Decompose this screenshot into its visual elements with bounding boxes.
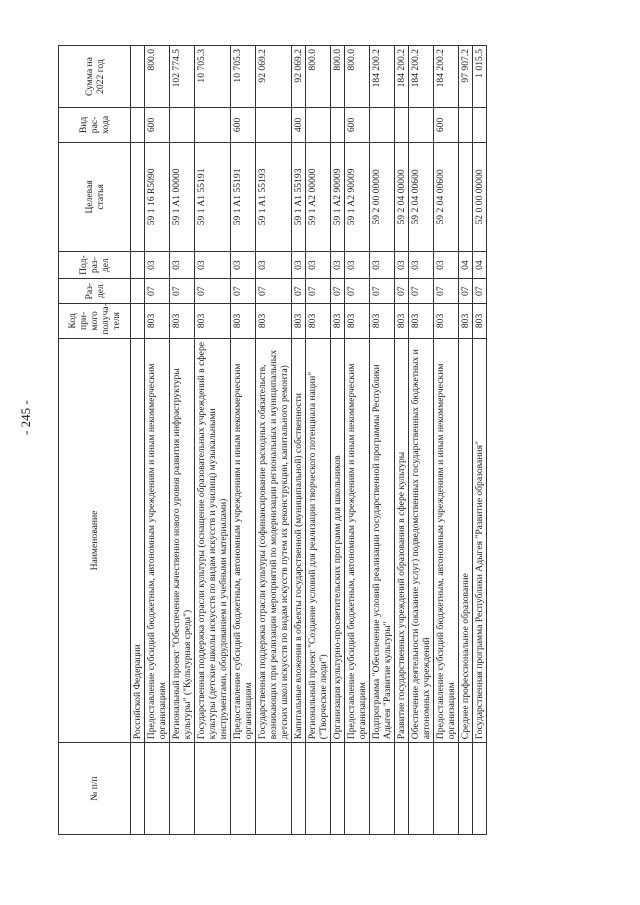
cell-target: 59 2 04 00600: [409, 142, 434, 251]
page-number: - 245 -: [18, 400, 33, 435]
cell-podrazdel: 03: [145, 251, 170, 278]
cell-code: 803: [231, 304, 256, 339]
header-razdel-line: Раз-: [83, 282, 95, 300]
cell-num: [395, 743, 409, 835]
cell-target: 59 1 A1 55193: [256, 142, 292, 251]
table-row: [370, 46, 395, 835]
cell-num: [292, 743, 306, 835]
table-row: [409, 46, 434, 835]
cell-target: 59 1 A2 00000: [306, 142, 331, 251]
cell-sum: 800.0: [345, 46, 370, 108]
table-row: [170, 46, 195, 835]
cell-razdel: 07: [170, 279, 195, 304]
cell-podrazdel: 04: [459, 251, 473, 278]
cell-num: [331, 743, 345, 835]
cell-target: 59 1 A1 00000: [170, 142, 195, 251]
cell-target: 59 2 04 00600: [434, 142, 459, 251]
cell-code: 803: [345, 304, 370, 339]
cell-code: 803: [409, 304, 434, 339]
cell-code: 803: [434, 304, 459, 339]
cell-num: [306, 743, 331, 835]
table-row: [331, 46, 345, 835]
cell-name: Государственная поддержка отрасли культуры (оснащение образовательных учреждений в сфере культуры (детские школы искусств по видам искусств и училищ) музыкальными инструментами, оборудованием и учебными материалами): [195, 338, 231, 742]
header-code-line: мого: [89, 311, 100, 331]
cell-sum: 92 069.2: [256, 46, 292, 108]
header-code: [59, 304, 131, 339]
cell-target: 59 2 00 00000: [370, 142, 395, 251]
cell-vid: 600: [145, 108, 170, 143]
cell-num: [473, 743, 487, 835]
cell-code: 803: [256, 304, 292, 339]
cell-sum: [131, 46, 145, 108]
cell-name: Государственная поддержка отрасли культуры (софинансирование расходных обязательств, возникающих при реализации мероприятий по модернизации региональных и муниципальных детских школ искусств по видам искусств путем их реконструкции, капитального ремонта): [256, 338, 292, 742]
header-code-line: при-: [78, 311, 89, 331]
cell-target: 52 0 00 00000: [473, 142, 487, 251]
cell-num: [231, 743, 256, 835]
cell-podrazdel: 03: [231, 251, 256, 278]
cell-target: [131, 142, 145, 251]
cell-code: 803: [370, 304, 395, 339]
header-code-line: теля: [111, 312, 122, 330]
cell-podrazdel: 03: [306, 251, 331, 278]
cell-podrazdel: 03: [434, 251, 459, 278]
cell-razdel: 07: [409, 279, 434, 304]
cell-name: Среднее профессиональное образование: [459, 338, 473, 742]
header-podrazdel-line: дел: [100, 258, 111, 273]
cell-target: 59 1 16 R5090: [145, 142, 170, 251]
header-target: [59, 142, 131, 251]
cell-sum: 184 200.2: [434, 46, 459, 108]
cell-name: Государственная программа Республики Адыгея "Развитие образования": [473, 338, 487, 742]
budget-table-wrapper: [58, 45, 593, 835]
cell-sum: 184 200.2: [409, 46, 434, 108]
cell-name: Предоставление субсидий бюджетным, автономным учреждениям и иным некоммерческим организациям: [231, 338, 256, 742]
cell-code: 803: [195, 304, 231, 339]
cell-podrazdel: 03: [292, 251, 306, 278]
budget-table: [58, 45, 487, 835]
cell-podrazdel: 03: [395, 251, 409, 278]
cell-num: [459, 743, 473, 835]
cell-name: Подпрограмма "Обеспечение условий реализации государственной программы Республики Адыгея "Развитие культуры": [370, 338, 395, 742]
cell-target: 59 1 A1 55193: [292, 142, 306, 251]
cell-razdel: 07: [306, 279, 331, 304]
cell-name: Организация культурно-просветительских программ для школьников: [331, 338, 345, 742]
cell-vid: 400: [292, 108, 306, 143]
cell-num: [345, 743, 370, 835]
cell-target: 59 2 04 00000: [395, 142, 409, 251]
cell-razdel: 07: [434, 279, 459, 304]
cell-name: Обеспечение деятельности (оказание услуг) подведомственных государственных бюджетных и автономных учреждений: [409, 338, 434, 742]
cell-podrazdel: 03: [409, 251, 434, 278]
cell-razdel: 07: [370, 279, 395, 304]
cell-podrazdel: 04: [473, 251, 487, 278]
header-code-line: Код: [67, 313, 78, 329]
cell-razdel: [131, 279, 145, 304]
cell-sum: 800.0: [306, 46, 331, 108]
table-row: [292, 46, 306, 835]
cell-podrazdel: 03: [331, 251, 345, 278]
cell-razdel: 07: [459, 279, 473, 304]
cell-vid: 600: [231, 108, 256, 143]
cell-name: Региональный проект "Обеспечение качественно нового уровня развития инфраструктуры культуры" ("Культурная среда"): [170, 338, 195, 742]
header-sum-line: 2022 год: [94, 59, 106, 94]
table-row: [306, 46, 331, 835]
cell-target: 59 1 A1 55191: [231, 142, 256, 251]
cell-name: Предоставление субсидий бюджетным, автономным учреждениям и иным некоммерческим организациям: [145, 338, 170, 742]
header-target-line: Целевая: [83, 180, 95, 214]
cell-sum: 800.0: [145, 46, 170, 108]
cell-code: [131, 304, 145, 339]
header-sum: [59, 46, 131, 108]
cell-vid: [395, 108, 409, 143]
table-body: [131, 46, 487, 835]
table-row: [131, 46, 145, 835]
cell-code: 803: [395, 304, 409, 339]
cell-vid: [370, 108, 395, 143]
cell-sum: 184 200.2: [370, 46, 395, 108]
cell-vid: [459, 108, 473, 143]
cell-vid: [473, 108, 487, 143]
cell-razdel: 07: [195, 279, 231, 304]
cell-razdel: 07: [395, 279, 409, 304]
cell-code: 803: [145, 304, 170, 339]
cell-target: 59 1 A2 90009: [345, 142, 370, 251]
cell-podrazdel: 03: [345, 251, 370, 278]
cell-num: [131, 743, 145, 835]
cell-vid: [195, 108, 231, 143]
cell-sum: 102 774.5: [170, 46, 195, 108]
cell-vid: 600: [345, 108, 370, 143]
cell-razdel: 07: [292, 279, 306, 304]
header-vid: [59, 108, 131, 143]
table-row: [459, 46, 473, 835]
cell-razdel: 07: [473, 279, 487, 304]
header-num: № п/п: [59, 743, 131, 835]
header-sum-line: Сумма на: [83, 57, 95, 97]
cell-code: 803: [459, 304, 473, 339]
cell-vid: [306, 108, 331, 143]
cell-sum: 10 705.3: [195, 46, 231, 108]
cell-code: 803: [473, 304, 487, 339]
cell-target: 59 1 A1 55191: [195, 142, 231, 251]
cell-sum: 800.0: [331, 46, 345, 108]
cell-code: 803: [292, 304, 306, 339]
cell-code: 803: [331, 304, 345, 339]
cell-target: 59 1 A2 90009: [331, 142, 345, 251]
cell-code: 803: [170, 304, 195, 339]
cell-razdel: 07: [231, 279, 256, 304]
cell-sum: 1 015.5: [473, 46, 487, 108]
header-podrazdel-line: раз-: [89, 257, 100, 274]
cell-razdel: 07: [345, 279, 370, 304]
cell-name: Российской Федерации: [131, 338, 145, 742]
header-name: Наименование: [59, 338, 131, 742]
cell-num: [434, 743, 459, 835]
cell-name: Развитие государственных учреждений образования в сфере культуры: [395, 338, 409, 742]
cell-vid: [131, 108, 145, 143]
cell-sum: 97 907.2: [459, 46, 473, 108]
cell-razdel: 07: [145, 279, 170, 304]
cell-vid: [331, 108, 345, 143]
cell-podrazdel: 03: [256, 251, 292, 278]
header-code-line: получа-: [100, 303, 111, 335]
header-vid-line: Вид: [78, 116, 89, 134]
cell-sum: 184 200.2: [395, 46, 409, 108]
table-row: [231, 46, 256, 835]
cell-num: [195, 743, 231, 835]
table-row: [145, 46, 170, 835]
table-row: [434, 46, 459, 835]
cell-name: Региональный проект "Создание условий для реализации творческого потенциала нации" ("Творческие люди"): [306, 338, 331, 742]
cell-num: [256, 743, 292, 835]
table-header-row: [59, 46, 131, 835]
cell-target: [459, 142, 473, 251]
cell-num: [170, 743, 195, 835]
cell-podrazdel: 03: [195, 251, 231, 278]
header-razdel: [59, 279, 131, 304]
header-podrazdel: [59, 251, 131, 278]
table-row: [256, 46, 292, 835]
header-razdel-line: дел: [94, 284, 106, 299]
cell-num: [370, 743, 395, 835]
table-row: [395, 46, 409, 835]
cell-num: [409, 743, 434, 835]
header-target-line: статья: [94, 184, 106, 210]
cell-sum: 92 069.2: [292, 46, 306, 108]
cell-num: [145, 743, 170, 835]
table-row: [345, 46, 370, 835]
cell-sum: 10 705.3: [231, 46, 256, 108]
header-vid-line: рас-: [89, 116, 100, 134]
cell-razdel: 07: [256, 279, 292, 304]
table-row: [195, 46, 231, 835]
cell-vid: [256, 108, 292, 143]
cell-name: Предоставление субсидий бюджетным, автономным учреждениям и иным некоммерческим организациям: [434, 338, 459, 742]
cell-vid: [409, 108, 434, 143]
header-vid-line: хода: [100, 115, 111, 134]
cell-podrazdel: 03: [370, 251, 395, 278]
header-podrazdel-line: Под-: [78, 255, 89, 275]
cell-podrazdel: 03: [170, 251, 195, 278]
cell-vid: 600: [434, 108, 459, 143]
table-row: [473, 46, 487, 835]
cell-name: Предоставление субсидий бюджетным, автономным учреждениям и иным некоммерческим организациям: [345, 338, 370, 742]
cell-podrazdel: [131, 251, 145, 278]
cell-name: Капитальные вложения в объекты государственной (муниципальной) собственности: [292, 338, 306, 742]
cell-vid: [170, 108, 195, 143]
cell-razdel: 07: [331, 279, 345, 304]
cell-code: 803: [306, 304, 331, 339]
